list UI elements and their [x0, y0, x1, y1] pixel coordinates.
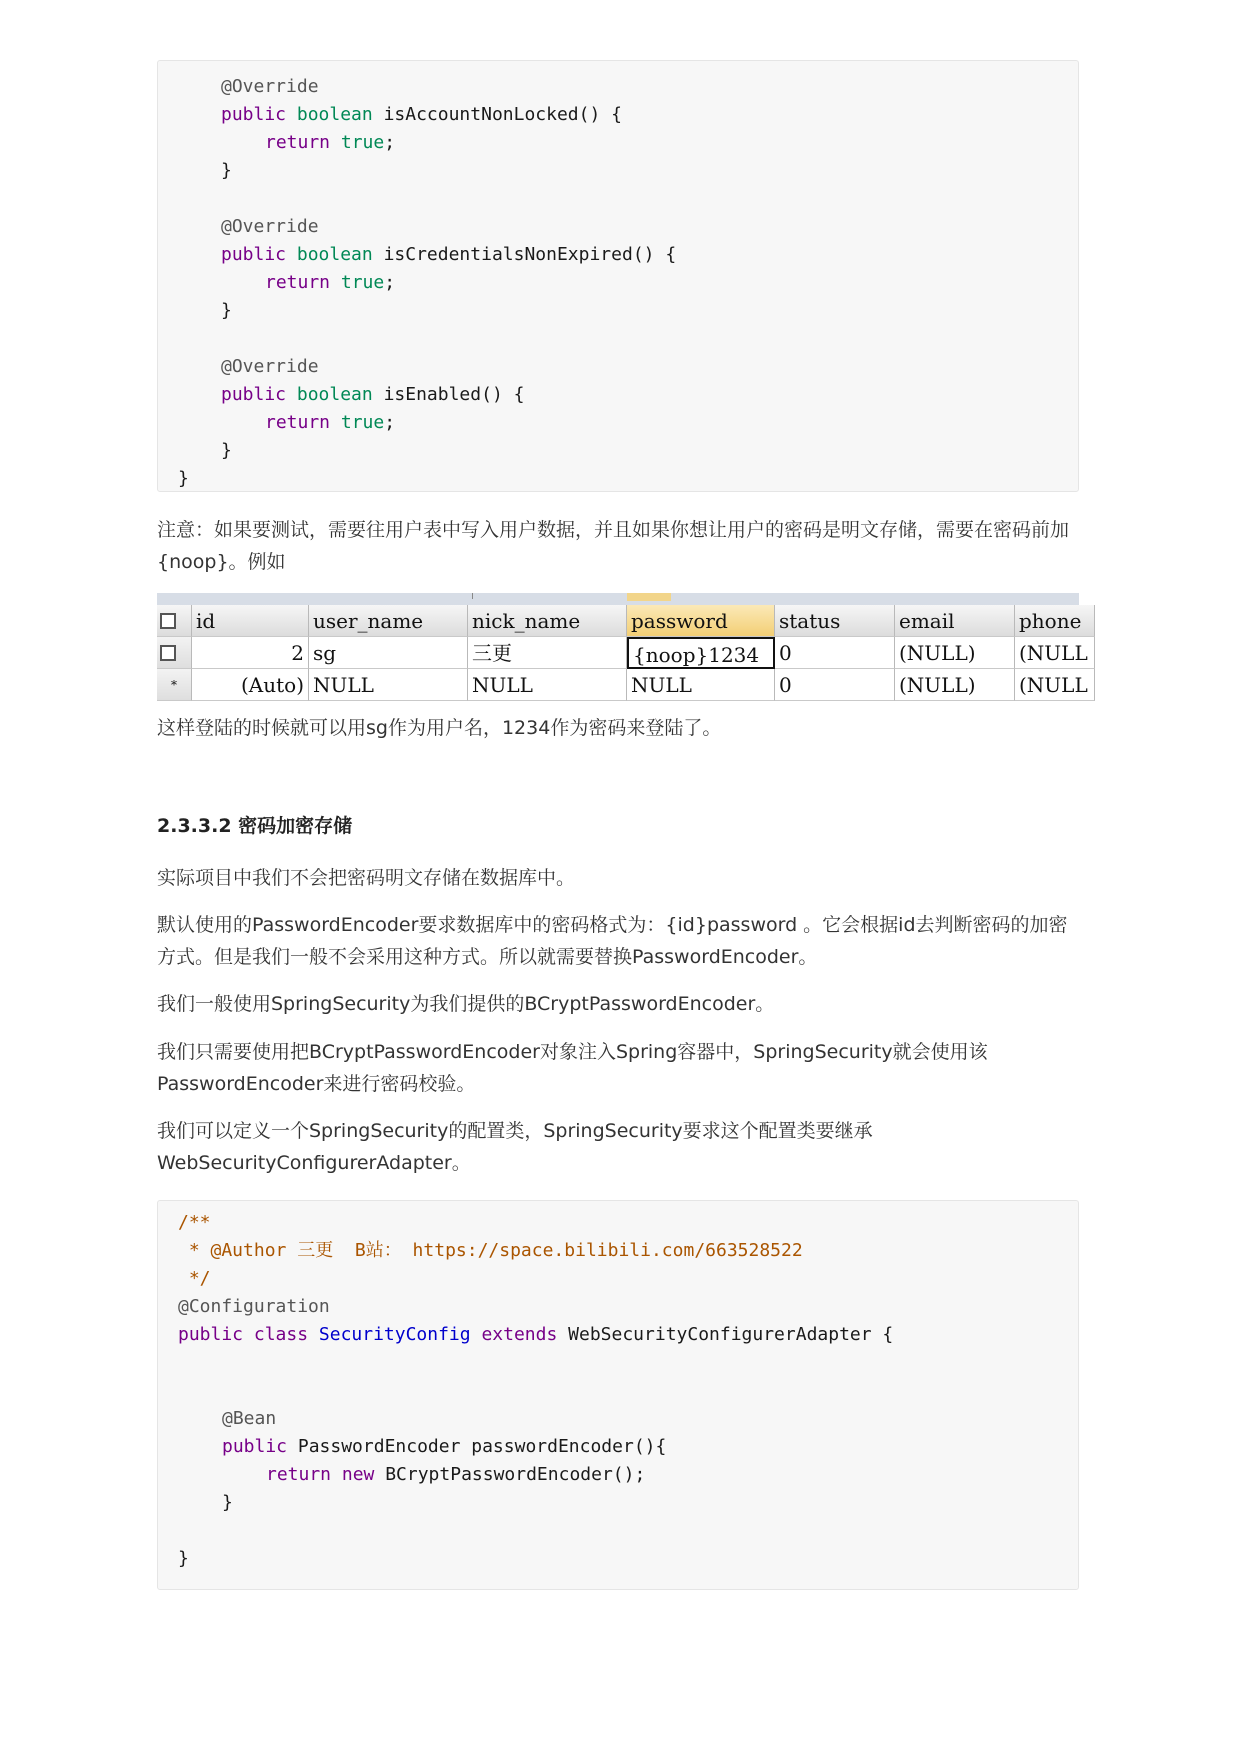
- table-cell-user-name[interactable]: sg: [309, 637, 468, 669]
- section-heading: 2.3.3.2 密码加密存储: [157, 815, 353, 837]
- comment-close: */: [178, 1268, 211, 1289]
- column-header-nick-name[interactable]: nick_name: [468, 605, 627, 637]
- section-paragraph: 我们只需要使用把BCryptPasswordEncoder对象注入Spring容器中，SpringSecurity就会使用该PasswordEncoder来进行密码校验。: [157, 1041, 988, 1095]
- select-all-checkbox[interactable]: [160, 613, 176, 629]
- keyword-public: public: [221, 384, 287, 405]
- code-line: [178, 465, 189, 493]
- keyword-public-class: public class: [178, 1324, 319, 1345]
- section-paragraph: 我们一般使用SpringSecurity为我们提供的BCryptPasswordEncoder。: [157, 993, 775, 1015]
- literal-true: true: [340, 132, 385, 153]
- note-paragraph: 注意：如果要测试，需要往用户表中写入用户数据，并且如果你想让用户的密码是明文存储，需要在密码前加{noop}。例如: [157, 519, 1070, 573]
- code-block-userdetails[interactable]: [157, 60, 1079, 492]
- grid-toolbar-mark: [472, 593, 473, 599]
- literal-true: true: [340, 412, 385, 433]
- table-cell-email[interactable]: (NULL): [895, 669, 1015, 701]
- annotation-configuration: @Configuration: [178, 1296, 330, 1317]
- class-name: SecurityConfig: [318, 1324, 471, 1345]
- table-cell-id[interactable]: (Auto): [192, 669, 309, 701]
- row-checkbox[interactable]: [160, 645, 176, 661]
- code-line: [221, 157, 232, 185]
- table-cell-password-selected[interactable]: {noop}1234: [627, 637, 775, 669]
- table-cell-status[interactable]: 0: [775, 637, 895, 669]
- code-line: [221, 213, 319, 241]
- code-line: [221, 241, 676, 269]
- table-cell-nick-name[interactable]: NULL: [468, 669, 627, 701]
- column-header-user-name[interactable]: user_name: [309, 605, 468, 637]
- closing-brace: }: [221, 300, 232, 321]
- code-line: [265, 269, 395, 297]
- code-line: [265, 409, 395, 437]
- section-paragraph: 我们可以定义一个SpringSecurity的配置类，SpringSecurity要求这个配置类要继承WebSecurityConfigurerAdapter。: [157, 1120, 873, 1174]
- table-cell-phone[interactable]: (NULL: [1015, 637, 1095, 669]
- column-header-status[interactable]: status: [775, 605, 895, 637]
- code-line: [221, 297, 232, 325]
- column-header-id[interactable]: id: [192, 605, 309, 637]
- annotation-override: @Override: [221, 216, 319, 237]
- column-header-email[interactable]: email: [895, 605, 1015, 637]
- grid-toolbar-strip: [157, 593, 1079, 605]
- table-cell-password[interactable]: NULL: [627, 669, 775, 701]
- annotation-bean: @Bean: [222, 1408, 277, 1429]
- keyword-return: return: [265, 132, 331, 153]
- new-row-marker: *: [157, 669, 192, 701]
- section-paragraph: 实际项目中我们不会把密码明文存储在数据库中。: [157, 867, 576, 889]
- code-line: [265, 129, 395, 157]
- keyword-extends: extends: [470, 1324, 569, 1345]
- closing-brace: }: [221, 440, 232, 461]
- semicolon: ;: [384, 412, 396, 433]
- class-declaration: [178, 1321, 893, 1349]
- column-header-phone[interactable]: phone: [1015, 605, 1095, 637]
- code-line: [221, 73, 319, 101]
- code-block-security-config[interactable]: [157, 1200, 1079, 1590]
- method-signature: PasswordEncoder passwordEncoder(){: [287, 1436, 667, 1457]
- annotation-override: @Override: [221, 356, 319, 377]
- comment-author: * @Author 三更 B站： https://space.bilibili.com/663528522: [178, 1240, 803, 1261]
- code-line: [221, 381, 524, 409]
- semicolon: ;: [384, 132, 396, 153]
- keyword-public: public: [221, 104, 287, 125]
- keyword-return-new: return new: [266, 1464, 375, 1485]
- keyword-return: return: [265, 272, 331, 293]
- comment-open: /**: [178, 1212, 211, 1233]
- literal-true: true: [340, 272, 385, 293]
- table-cell-id[interactable]: 2: [192, 637, 309, 669]
- database-table-screenshot: [157, 593, 1088, 697]
- table-cell-user-name[interactable]: NULL: [309, 669, 468, 701]
- keyword-public: public: [222, 1436, 288, 1457]
- column-header-password[interactable]: password: [627, 605, 775, 637]
- method-signature: isEnabled() {: [372, 384, 525, 405]
- closing-brace: }: [221, 160, 232, 181]
- table-cell-status[interactable]: 0: [775, 669, 895, 701]
- method-signature: isCredentialsNonExpired() {: [372, 244, 677, 265]
- type-boolean: boolean: [296, 104, 373, 125]
- method-signature: isAccountNonLocked() {: [372, 104, 622, 125]
- type-boolean: boolean: [296, 244, 373, 265]
- superclass-name: WebSecurityConfigurerAdapter {: [568, 1324, 894, 1345]
- return-expression: BCryptPasswordEncoder();: [374, 1464, 646, 1485]
- closing-brace: }: [178, 468, 189, 489]
- type-boolean: boolean: [296, 384, 373, 405]
- keyword-return: return: [265, 412, 331, 433]
- table-cell-phone[interactable]: (NULL: [1015, 669, 1095, 701]
- closing-brace: }: [222, 1492, 233, 1513]
- code-line: [221, 101, 622, 129]
- annotation-override: @Override: [221, 76, 319, 97]
- table-cell-nick-name[interactable]: 三更: [468, 637, 627, 669]
- code-line: [221, 437, 232, 465]
- return-statement: [266, 1461, 645, 1489]
- login-hint-paragraph: 这样登陆的时候就可以用sg作为用户名，1234作为密码来登陆了。: [157, 717, 722, 739]
- method-declaration: [222, 1433, 666, 1461]
- semicolon: ;: [384, 272, 396, 293]
- code-line: [221, 353, 319, 381]
- table-cell-email[interactable]: (NULL): [895, 637, 1015, 669]
- closing-brace: }: [178, 1548, 189, 1569]
- keyword-public: public: [221, 244, 287, 265]
- section-paragraph: 默认使用的PasswordEncoder要求数据库中的密码格式为：{id}password 。它会根据id去判断密码的加密方式。但是我们一般不会采用这种方式。所以就需要替换PasswordEncoder。: [157, 914, 1068, 968]
- grid-toolbar-highlight: [627, 593, 671, 601]
